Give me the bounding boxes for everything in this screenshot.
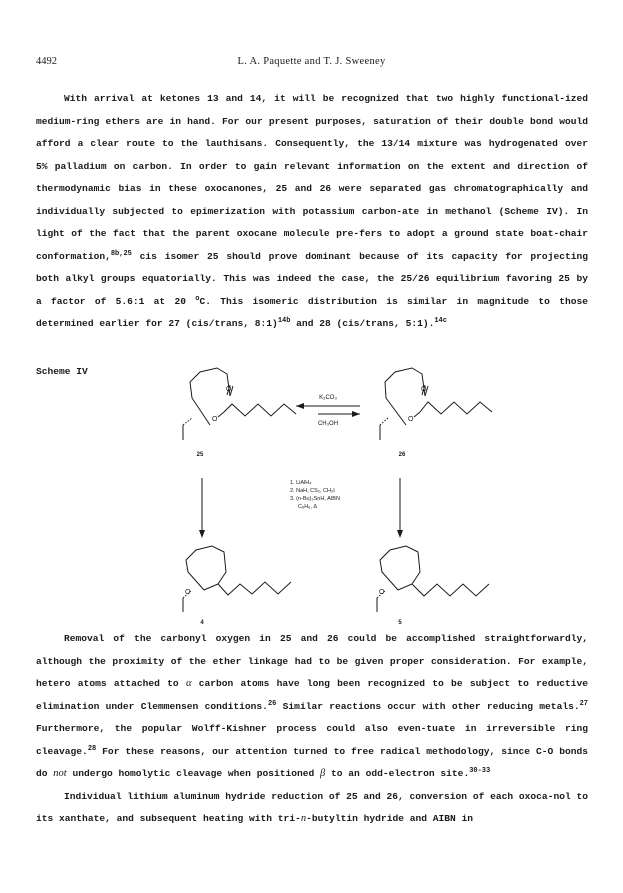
side-chain-4: [218, 582, 291, 595]
condition-step-1: 1. LiAlH₄: [290, 480, 312, 486]
structure-5: [377, 546, 489, 612]
structure-25: [183, 368, 296, 440]
beta-symbol: β: [320, 768, 326, 779]
side-chain-25: [224, 404, 296, 416]
para2-text-5: For these reasons, our attention turned to free radical methodology, since C-O bonds do: [36, 745, 588, 779]
arrowhead-left: [296, 403, 304, 409]
running-head: L. A. Paquette and T. J. Sweeney: [237, 56, 386, 67]
para1-text-4: and 28 (cis/trans, 5:1).: [290, 318, 435, 329]
structure-26: [380, 368, 492, 440]
para2-text-2: carbon atoms have long been recognized to be subject to reductive elimination under Clemmensen conditions.: [36, 678, 588, 712]
paragraph-deoxygenation: [36, 628, 588, 831]
compound-4-label: 4: [200, 620, 204, 626]
reagent-ch3oh: CH₃OH: [317, 421, 339, 427]
condition-solvent: C₆H₆, Δ: [298, 504, 318, 510]
ref-8b-25: 8b,25: [110, 249, 132, 258]
carbonyl-o-label-25: O: [226, 386, 232, 393]
para2-text-4: Furthermore, the popular Wolff-Kishner process could also even-tuate in irreversible ring cleavage.: [36, 723, 588, 757]
alpha-symbol: α: [185, 678, 192, 689]
ref-30-33: 30-33: [469, 766, 491, 775]
ether-o-label-5: O: [379, 589, 385, 596]
italic-n: n: [300, 813, 307, 824]
compound-26-label: 26: [398, 452, 406, 458]
side-chain-5: [412, 584, 489, 596]
ref-27: 27: [579, 699, 589, 708]
ring-4: [186, 546, 226, 590]
para1-text-3: C. This isomeric distribution is similar in magnitude to those determined earlier for 27 (cis/trans, 8:1): [36, 295, 588, 329]
para2-text-3: Similar reactions occur with other reducing metals.: [276, 700, 580, 712]
ether-o-label-25: O: [212, 416, 218, 423]
arrowhead-down-left: [199, 530, 205, 538]
para3-text-1: Individual lithium aluminum hydride reduction of 25 and 26, conversion of each oxoca-nol to its xanthate, and subsequent heating with tri-: [36, 790, 588, 824]
reagent-k2co3: K₂CO₃: [319, 395, 337, 401]
emphasis-not: not: [53, 768, 67, 779]
para1-text-2: cis isomer 25 should prove dominant because of its capacity for projecting both alkyl groups equatorially. This was indeed the case, the 25/26 equilibrium favoring 25 by a factor of 5.6:1 at 20: [36, 250, 588, 307]
equilibrium-arrows: [296, 406, 360, 414]
carbonyl-o-label-26: O: [421, 386, 427, 393]
ring-26: [385, 368, 425, 425]
ether-o-label-4: O: [185, 589, 191, 596]
condition-step-2: 2. NaH, CS₂, CH₃I: [290, 488, 335, 494]
ref-28: 28: [87, 744, 97, 753]
page-number: 4492: [36, 56, 57, 67]
ref-14b: 14b: [277, 316, 291, 325]
compound-25-label: 25: [196, 452, 204, 458]
degree-sign: o: [195, 294, 200, 303]
para2-text-1: Removal of the carbonyl oxygen in 25 and 26 could be accomplished straightforwardly, although the proximity of the ether linkage had to be given proper consideration. For example, hetero atoms attached to: [36, 633, 588, 689]
compound-5-label: 5: [398, 620, 402, 626]
para2-text-7: to an odd-electron site.: [325, 768, 470, 779]
para1-text-1: With arrival at ketones 13 and 14, it will be recognized that two highly functional-ized medium-ring ethers are in hand. For our present purposes, saturation of their double bond would afford a clear route to the lauthisans. Consequently, the 13/14 mixture was hydrogenated over 5% palladium on carbon. In order to gain relevant information on the extent and direction of thermodynamic bias in these oxocanones, 25 and 26 were separated gas chromatographically and individually subjected to epimerization with potassium carbon-ate in methanol (Scheme IV). In light of the fact that the parent oxocane molecule pre-fers to adopt a ground state boat-chair conformation,: [36, 93, 588, 262]
ref-26: 26: [267, 699, 277, 708]
structure-4: [183, 546, 291, 612]
para3-text-2: -butyltin hydride and AIBN in: [306, 813, 474, 824]
arrowhead-down-right: [397, 530, 403, 538]
ether-o-label-26: O: [408, 416, 414, 423]
scheme-label: Scheme IV: [36, 366, 88, 377]
ring-5: [380, 546, 420, 590]
arrowhead-right: [352, 411, 360, 417]
side-chain-26: [420, 402, 492, 414]
condition-step-3: 3. (n-Bu)₃SnH, AIBN: [290, 496, 340, 502]
para2-text-6: undergo homolytic cleavage when positioned: [66, 768, 321, 779]
ring-25: [190, 368, 230, 425]
ref-14c: 14c: [434, 316, 447, 325]
